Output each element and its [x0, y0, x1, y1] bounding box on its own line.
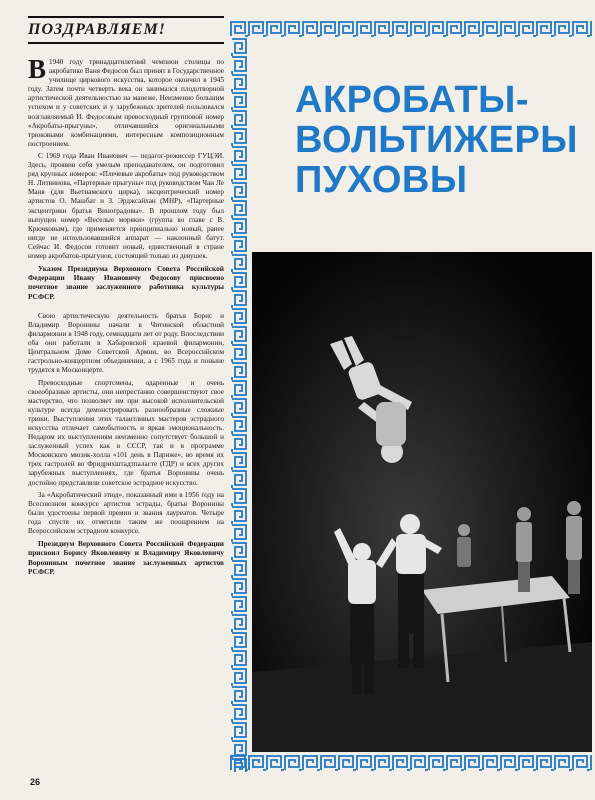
rubric-header	[28, 16, 224, 44]
article-paragraph: Превосходные спортсмены, одаренные и очень своеобразные артисты, они непрестанно совершенствуют свое мастерство, что позволяет им при высокой исполнительской культуре всегда демонстрировать разнообразные сложные трюки. Выступления этих талантливых мастеров эстрадного искусства отличает самобытность и яркая эмоциональность. Недаром их выступлениям неизменно сопутствует большой и заслуженный успех как в СССР, так и в программе Московского мюзик-холла «101 день в Париже», во время их трех гастролей во Фридрихштадтпаласте (ГДР) и всех других зарубежных выступлениях, где братья Воронины очень достойно представляли советское эстрадное искусство.	[28, 378, 224, 487]
article-title	[295, 80, 585, 200]
title-line: ВОЛЬТИЖЕРЫ	[295, 119, 579, 161]
greek-key-border-top	[230, 20, 592, 38]
section-divider	[28, 304, 224, 312]
photo-scene	[252, 252, 592, 752]
article-text-column	[28, 54, 224, 579]
title-line: ПУХОВЫ	[295, 159, 468, 201]
decree-notice: Президиум Верховного Совета Российской Федерации присвоил Борису Яковлевичу и Владимиру Яковлевичу Ворониным почетное звание заслуженных артистов РСФСР.	[28, 539, 224, 576]
page-number: 26	[30, 777, 41, 787]
decree-notice: Указом Президиума Верховного Совета Российской Федерации Ивану Ивановичу Федосову присвоено почетное звание заслуженного работника культуры РСФСР.	[28, 264, 224, 301]
drop-cap: В	[28, 54, 47, 84]
article-paragraph: С 1969 года Иван Иванович — педагог-режиссер ГУЦЭИ. Здесь, проявив себя умелым преподавателем, он подготовил ряд крупных номеров: «Плечевые акробаты» под руководством Н. Литвинова, «Партерные прыгуны» под руководством Чан Ле Маня (для Вьетнамского цирка), эксцентрический номер артистов О. Машбат и З. Эрджсайхан (МНР), «Партерные эксцентрики братья Виноградовы». В прошлом году был выпущен номер «Веселые моряки» (группа во главе с В. Крючковым), где применяется принципиально новый, ранее нигде не использовавшийся аппарат — наклонный батут. Сейчас И. Федосов готовит новый, единственный в стране номер акробатов-прыгунов, состоящий только из девушек.	[28, 151, 224, 260]
rubric-title: ПОЗДРАВЛЯЕМ!	[28, 21, 166, 38]
paragraph-text: 1940 году тринадцатилетний чемпион столицы по акробатике Ваня Федосов был принят в Государственное училище циркового искусства, которое окончил в 1945 году. Затем почти четверть века он занимался плодотворной артистической деятельностью на манеже. Неизменно большим успехом и у советских и у зарубежных зрителей пользовался возглавляемый И. Федосовым превосходный групповой номер «Акробаты-прыгуны», отличавшийся оригинальными трюковыми комбинациями, интересным композиционным построением.	[28, 58, 224, 148]
article-paragraph: За «Акробатический этюд», показанный ими в 1956 году на Всесоюзном конкурсе артистов эстрады, братья Воронины были удостоены первой премии и звания лауреатов. Четыре года спустя их отметили таким же поощрением на Всероссийском эстрадном конкурсе.	[28, 490, 224, 536]
greek-key-border-left	[230, 38, 248, 772]
acrobats-photo	[252, 252, 592, 752]
article-paragraph: Свою артистическую деятельность братья Борис и Владимир Воронины начали в Читинской областной филармонии в 1948 году, семнадцати лет от роду. Впоследствии оба они работали в Хабаровской краевой филармонии, Центральном Доме Советской Армии, во Всероссийском гастрольно-концертном объединении, а с 1965 года и поныне трудятся в Москонцерте.	[28, 311, 224, 375]
title-line: АКРОБАТЫ-	[295, 79, 530, 121]
article-paragraph	[28, 54, 224, 149]
greek-key-border-bottom	[230, 754, 592, 772]
